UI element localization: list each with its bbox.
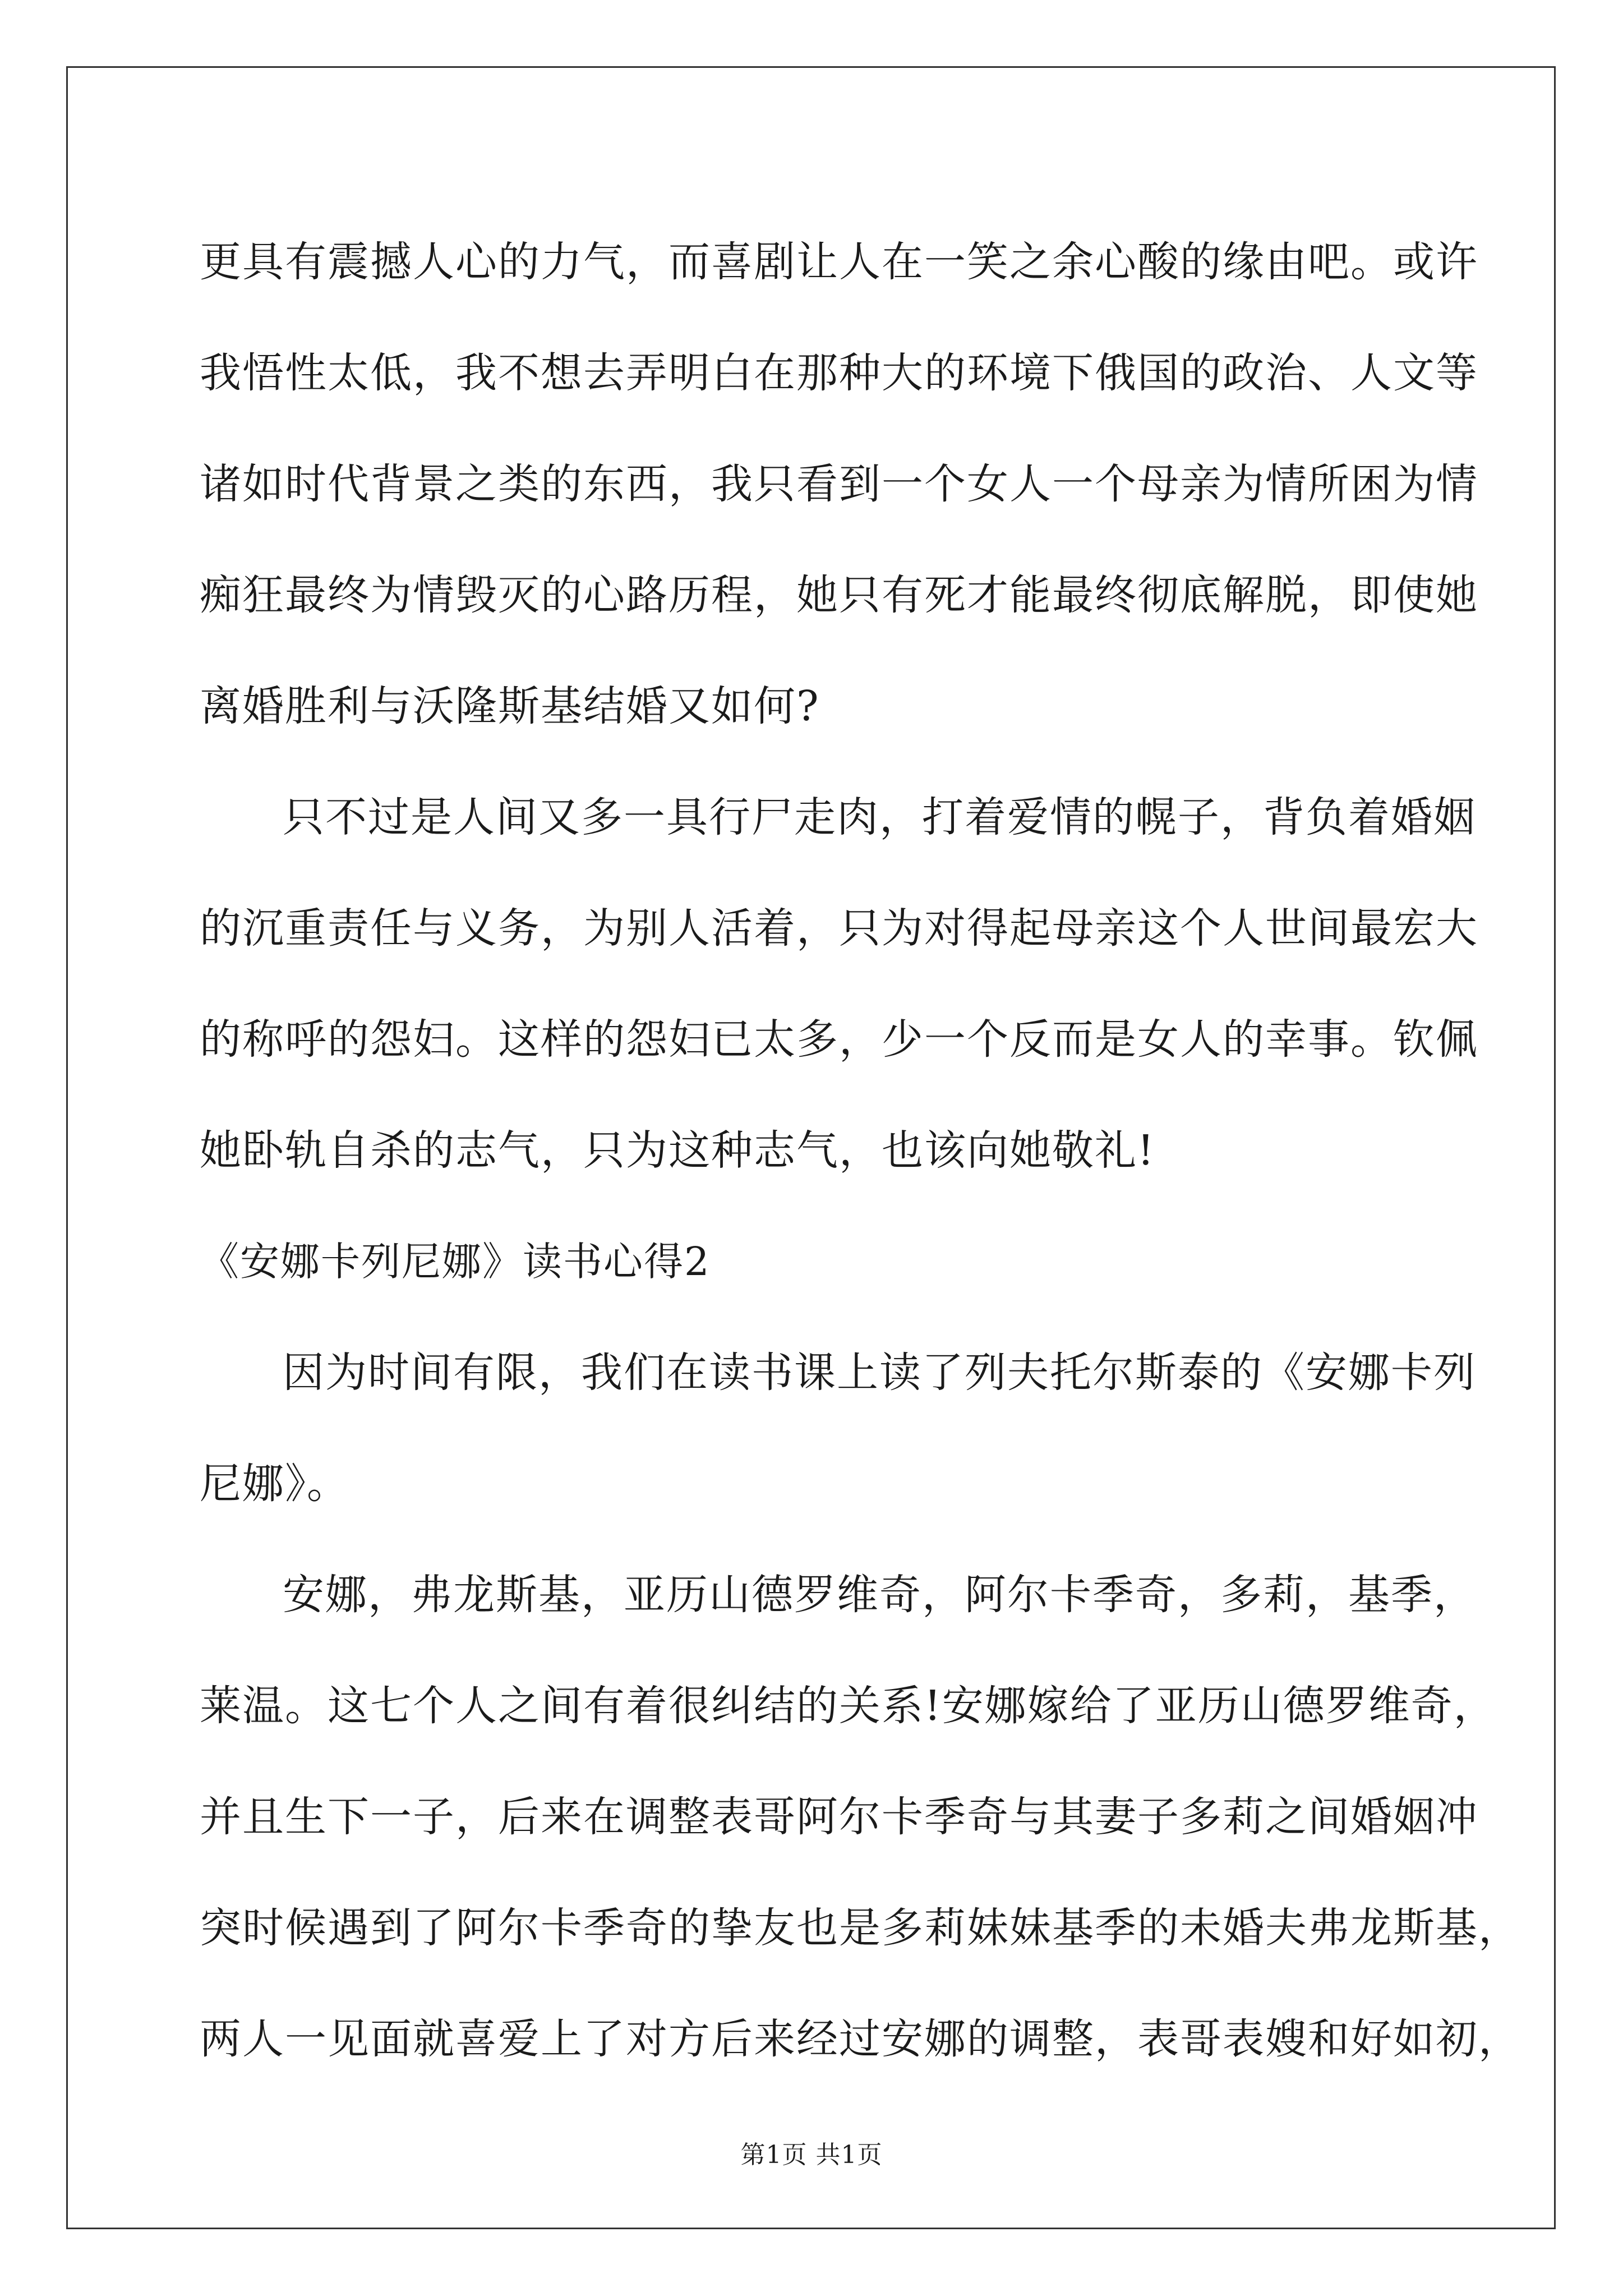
- paragraph-first-line: 因为时间有限，我们在读书课上读了列夫托尔斯泰的《安娜卡列: [283, 1349, 1476, 1397]
- text-line: 的沉重责任与义务，为别人活着，只为对得起母亲这个人世间最宏大: [200, 904, 1478, 953]
- text-line: 并且生下一子，后来在调整表哥阿尔卡季奇与其妻子多莉之间婚姻冲: [200, 1793, 1478, 1841]
- text-line: 两人一见面就喜爱上了对方后来经过安娜的调整，表哥表嫂和好如初，: [200, 2015, 1521, 2063]
- paragraph-first-line: 只不过是人间又多一具行尸走肉，打着爱情的幌子，背负着婚姻: [283, 793, 1476, 841]
- text-line: 尼娜》。: [200, 1460, 349, 1508]
- text-line: 莱温。这七个人之间有着很纠结的关系!安娜嫁给了亚历山德罗维奇，: [200, 1682, 1496, 1730]
- section-heading: 《安娜卡列尼娜》读书心得2: [200, 1239, 711, 1285]
- document-body: [200, 206, 1521, 2095]
- text-line: 她卧轨自杀的志气，只为这种志气，也该向她敬礼!: [200, 1126, 1155, 1175]
- text-line: 离婚胜利与沃隆斯基结婚又如何?: [200, 682, 820, 730]
- text-line: 痴狂最终为情毁灭的心路历程，她只有死才能最终彻底解脱，即使她: [200, 571, 1478, 619]
- text-line: 诸如时代背景之类的东西，我只看到一个女人一个母亲为情所困为情: [200, 460, 1478, 508]
- text-line: 我悟性太低，我不想去弄明白在那种大的环境下俄国的政治、人文等: [200, 349, 1478, 397]
- text-line: 更具有震撼人心的力气，而喜剧让人在一笑之余心酸的缘由吧。或许: [200, 238, 1478, 286]
- paragraph-first-line: 安娜，弗龙斯基，亚历山德罗维奇，阿尔卡季奇，多莉，基季，: [283, 1571, 1476, 1619]
- page-footer: 第1页 共1页: [740, 2141, 883, 2169]
- text-line: 的称呼的怨妇。这样的怨妇已太多，少一个反而是女人的幸事。钦佩: [200, 1015, 1478, 1064]
- text-line: 突时候遇到了阿尔卡季奇的挚友也是多莉妹妹基季的未婚夫弗龙斯基，: [200, 1904, 1521, 1952]
